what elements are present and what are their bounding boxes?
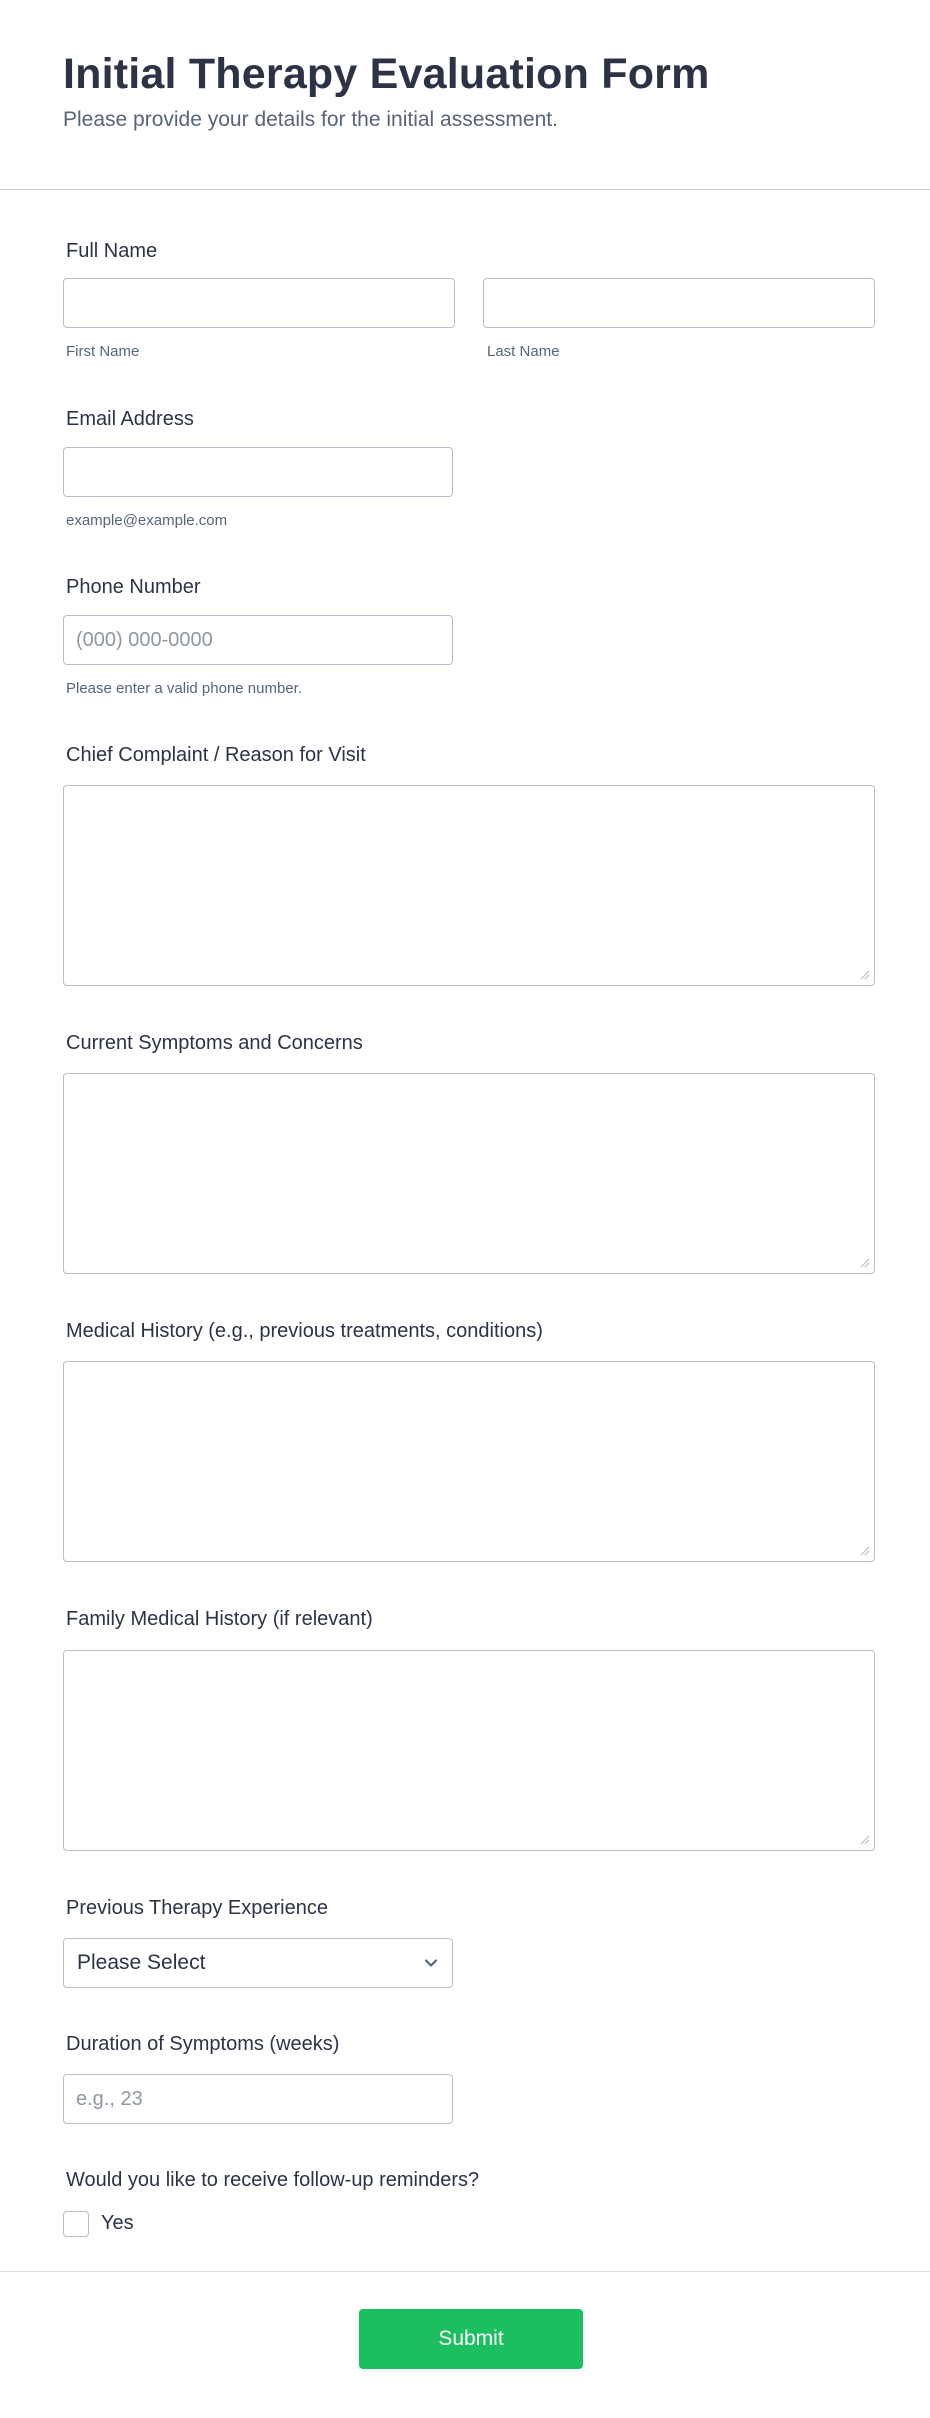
email-sublabel: example@example.com (66, 512, 228, 529)
symptoms-textarea[interactable] (63, 1073, 875, 1274)
medical-history-label: Medical History (e.g., previous treatments, conditions) (66, 1320, 543, 1342)
resize-grip-icon[interactable] (858, 1544, 870, 1556)
previous-therapy-label: Previous Therapy Experience (66, 1897, 328, 1919)
previous-therapy-selected: Please Select (77, 1951, 206, 1974)
phone-label: Phone Number (66, 576, 201, 598)
email-label: Email Address (66, 408, 194, 430)
previous-therapy-select[interactable] (63, 1938, 453, 1988)
phone-sublabel: Please enter a valid phone number. (66, 680, 302, 697)
medical-history-textarea[interactable] (63, 1361, 875, 1562)
form-header (0, 0, 930, 190)
duration-input[interactable] (63, 2074, 453, 2124)
email-input[interactable] (63, 447, 453, 497)
footer-divider (0, 2271, 930, 2272)
full-name-label: Full Name (66, 240, 158, 262)
family-history-textarea[interactable] (63, 1650, 875, 1851)
chevron-down-icon (420, 1952, 442, 1974)
chief-complaint-label: Chief Complaint / Reason for Visit (66, 744, 366, 766)
last-name-input[interactable] (483, 278, 875, 328)
submit-button[interactable]: Submit (359, 2309, 583, 2369)
duration-label: Duration of Symptoms (weeks) (66, 2033, 340, 2055)
reminders-checkbox[interactable] (63, 2211, 89, 2237)
resize-grip-icon[interactable] (858, 968, 870, 980)
phone-input[interactable] (63, 615, 453, 665)
reminders-option-label[interactable]: Yes (101, 2212, 134, 2234)
page-title: Initial Therapy Evaluation Form (63, 50, 710, 98)
family-history-label: Family Medical History (if relevant) (66, 1608, 373, 1630)
symptoms-label: Current Symptoms and Concerns (66, 1032, 363, 1054)
chief-complaint-textarea[interactable] (63, 785, 875, 986)
first-name-sublabel: First Name (66, 343, 140, 360)
reminders-label: Would you like to receive follow-up reminders? (66, 2169, 480, 2191)
last-name-sublabel: Last Name (487, 343, 560, 360)
page-subtitle: Please provide your details for the initial assessment. (63, 108, 558, 131)
resize-grip-icon[interactable] (858, 1256, 870, 1268)
resize-grip-icon[interactable] (858, 1833, 870, 1845)
first-name-input[interactable] (63, 278, 455, 328)
